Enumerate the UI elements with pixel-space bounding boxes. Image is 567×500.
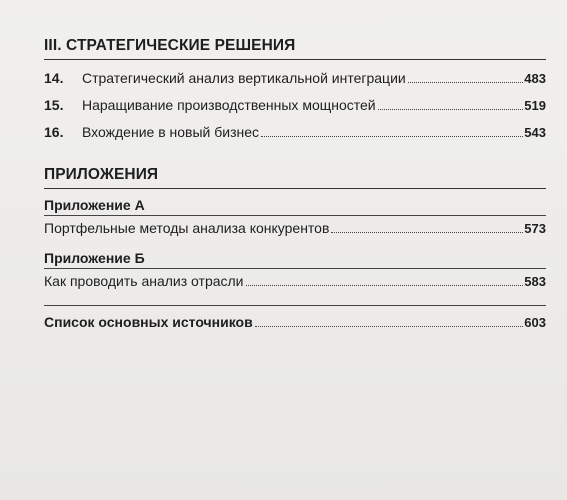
page-number: 583 [524,274,546,289]
chapter-title: Стратегический анализ вертикальной интеграции [82,70,406,86]
chapter-title: Наращивание производственных мощностей [82,97,376,113]
toc-entry-appendix-b[interactable] [44,269,546,297]
appendix-title: Как проводить анализ отрасли [44,273,244,289]
chapter-number: 15. [44,97,64,113]
toc-entry-sources[interactable] [44,305,546,337]
chapter-number: 14. [44,70,64,86]
page-number: 543 [524,125,546,140]
appendix-b-label: Приложение Б [44,250,145,266]
appendix-a-label: Приложение А [44,197,145,213]
page-number: 519 [524,98,546,113]
section-title-strategic-decisions: III. СТРАТЕГИЧЕСКИЕ РЕШЕНИЯ [44,36,546,60]
dot-leader [408,82,524,83]
appendix-title: Портфельные методы анализа конкурентов [44,220,330,236]
chapter-number: 16. [44,124,64,140]
page-number: 573 [524,221,546,236]
toc-entry-16[interactable] [44,120,546,147]
section-title-appendices: ПРИЛОЖЕНИЯ [44,165,546,189]
toc-entry-appendix-a[interactable] [44,216,546,244]
dot-leader [261,136,523,137]
toc-entry-14[interactable] [44,66,546,93]
page-number: 483 [524,71,546,86]
page-number: 603 [524,315,546,330]
table-of-contents [44,36,546,337]
toc-entry-15[interactable] [44,93,546,120]
sources-title: Список основных источников [44,314,253,330]
dot-leader [331,232,523,233]
dot-leader [255,326,524,327]
dot-leader [378,109,524,110]
chapter-title: Вхождение в новый бизнес [82,124,260,140]
dot-leader [246,285,524,286]
